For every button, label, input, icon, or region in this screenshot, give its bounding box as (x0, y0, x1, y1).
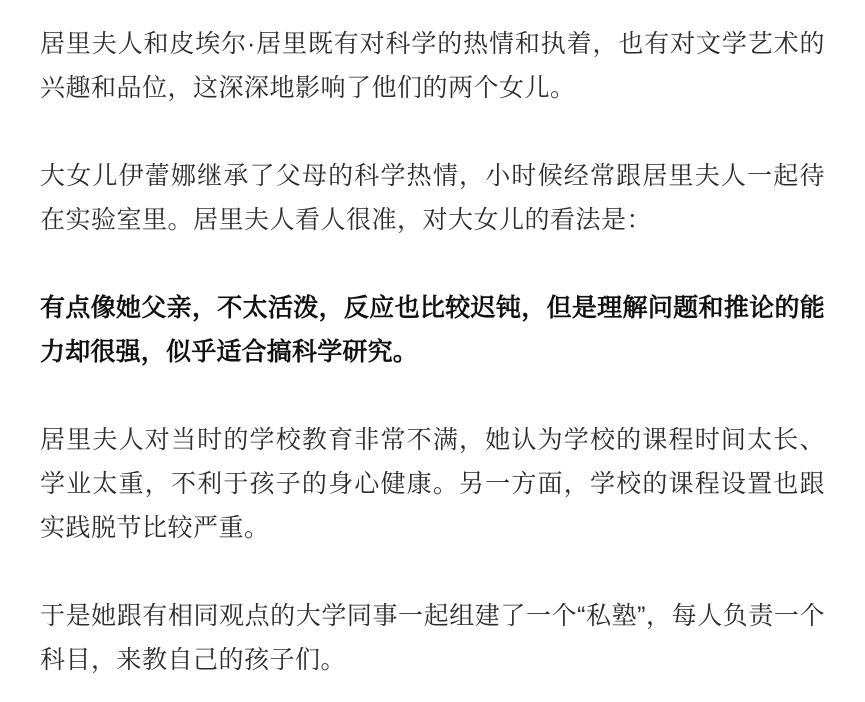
paragraph: 大女儿伊蕾娜继承了父母的科学热情，小时候经常跟居里夫人一起待在实验室里。居里夫人看人很准，对大女儿的看法是： (40, 162, 825, 234)
paragraph: 居里夫人对当时的学校教育非常不满，她认为学校的课程时间太长、学业太重，不利于孩子的身心健康。另一方面，学校的课程设置也跟实践脱节比较严重。 (40, 426, 825, 542)
paragraph: 于是她跟有相同观点的大学同事一起组建了一个“私塾”，每人负责一个科目，来教自己的孩子们。 (40, 602, 825, 674)
paragraph-emphasized: 有点像她父亲，不太活泼，反应也比较迟钝，但是理解问题和推论的能力却很强，似乎适合搞科学研究。 (40, 294, 825, 366)
paragraph: 居里夫人和皮埃尔·居里既有对科学的热情和执着，也有对文学艺术的兴趣和品位，这深深地影响了他们的两个女儿。 (40, 30, 825, 102)
